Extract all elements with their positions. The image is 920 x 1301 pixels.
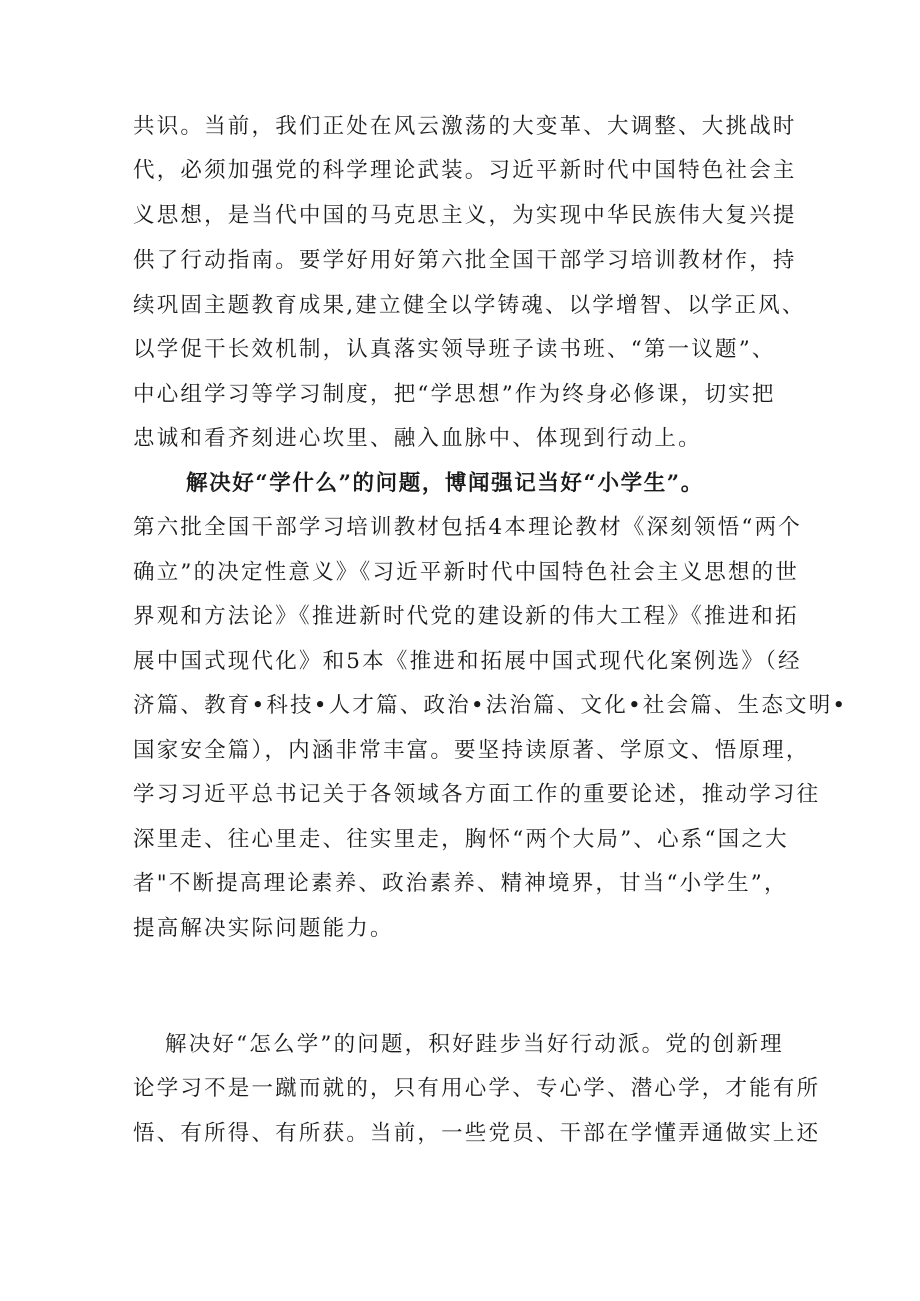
section-heading-what-to-learn: 解决好“学什么”的问题，博闻强记当好“小学生”。: [186, 471, 704, 496]
p1-line-7: 中心组学习等学习制度，把“学思想”作为终身必修课，切实把: [133, 382, 776, 407]
p2-line-5: 济篇、教育•科技•人才篇、政治•法治篇、文化•社会篇、生态文明•: [133, 693, 848, 718]
p2-line-6: 国家安全篇），内涵非常丰富。要坚持读原著、学原文、悟原理，: [133, 738, 810, 763]
p1-line-6: 以学促干长效机制，认真落实领导班子读书班、“第一议题”、: [133, 337, 776, 362]
p2-line-7: 学习习近平总书记关于各领域各方面工作的重要论述，推动学习往: [133, 782, 821, 807]
p3-line-1: 解决好“怎么学”的问题，积好跬步当好行动派。党的创新理: [165, 1032, 784, 1057]
p3-line-3: 悟、有所得、有所获。当前，一些党员、干部在学懂弄通做实上还: [133, 1121, 821, 1146]
p1-line-8: 忠诚和看齐刻进心坎里、融入血脉中、体现到行动上。: [133, 426, 702, 451]
p2-line-4: 展中国式现代化》和5本《推进和拓展中国式现代化案例选》（经: [133, 649, 802, 674]
p2-line-10: 提高解决实际问题能力。: [133, 916, 394, 941]
p1-line-5: 续巩固主题教育成果,建立健全以学铸魂、以学增智、以学正风、: [133, 293, 806, 318]
p2-line-8: 深里走、往心里走、往实里走，胸怀“两个大局”、心系“国之大: [133, 827, 789, 852]
p1-line-3: 义思想，是当代中国的马克思主义，为实现中华民族伟大复兴提: [133, 203, 797, 228]
p2-line-9: 者"不断提高理论素养、政治素养、精神境界，甘当“小学生”，: [133, 871, 788, 896]
p1-line-1: 共识。当前，我们正处在风云激荡的大变革、大调整、大挑战时: [133, 114, 797, 139]
p1-line-4: 供了行动指南。要学好用好第六批全国干部学习培训教材作，持: [133, 248, 797, 273]
p2-line-3: 界观和方法论》《推进新时代党的建设新的伟大工程》《推进和拓: [133, 604, 799, 629]
p2-line-1: 第六批全国干部学习培训教材包括4本理论教材《深刻领悟“两个: [133, 515, 802, 540]
p2-line-2: 确立”的决定性意义》《习近平新时代中国特色社会主义思想的世: [133, 560, 800, 585]
p1-line-2: 代，必须加强党的科学理论武装。习近平新时代中国特色社会主: [133, 158, 797, 183]
p3-line-2: 论学习不是一蹴而就的，只有用心学、专心学、潜心学，才能有所: [133, 1076, 821, 1101]
